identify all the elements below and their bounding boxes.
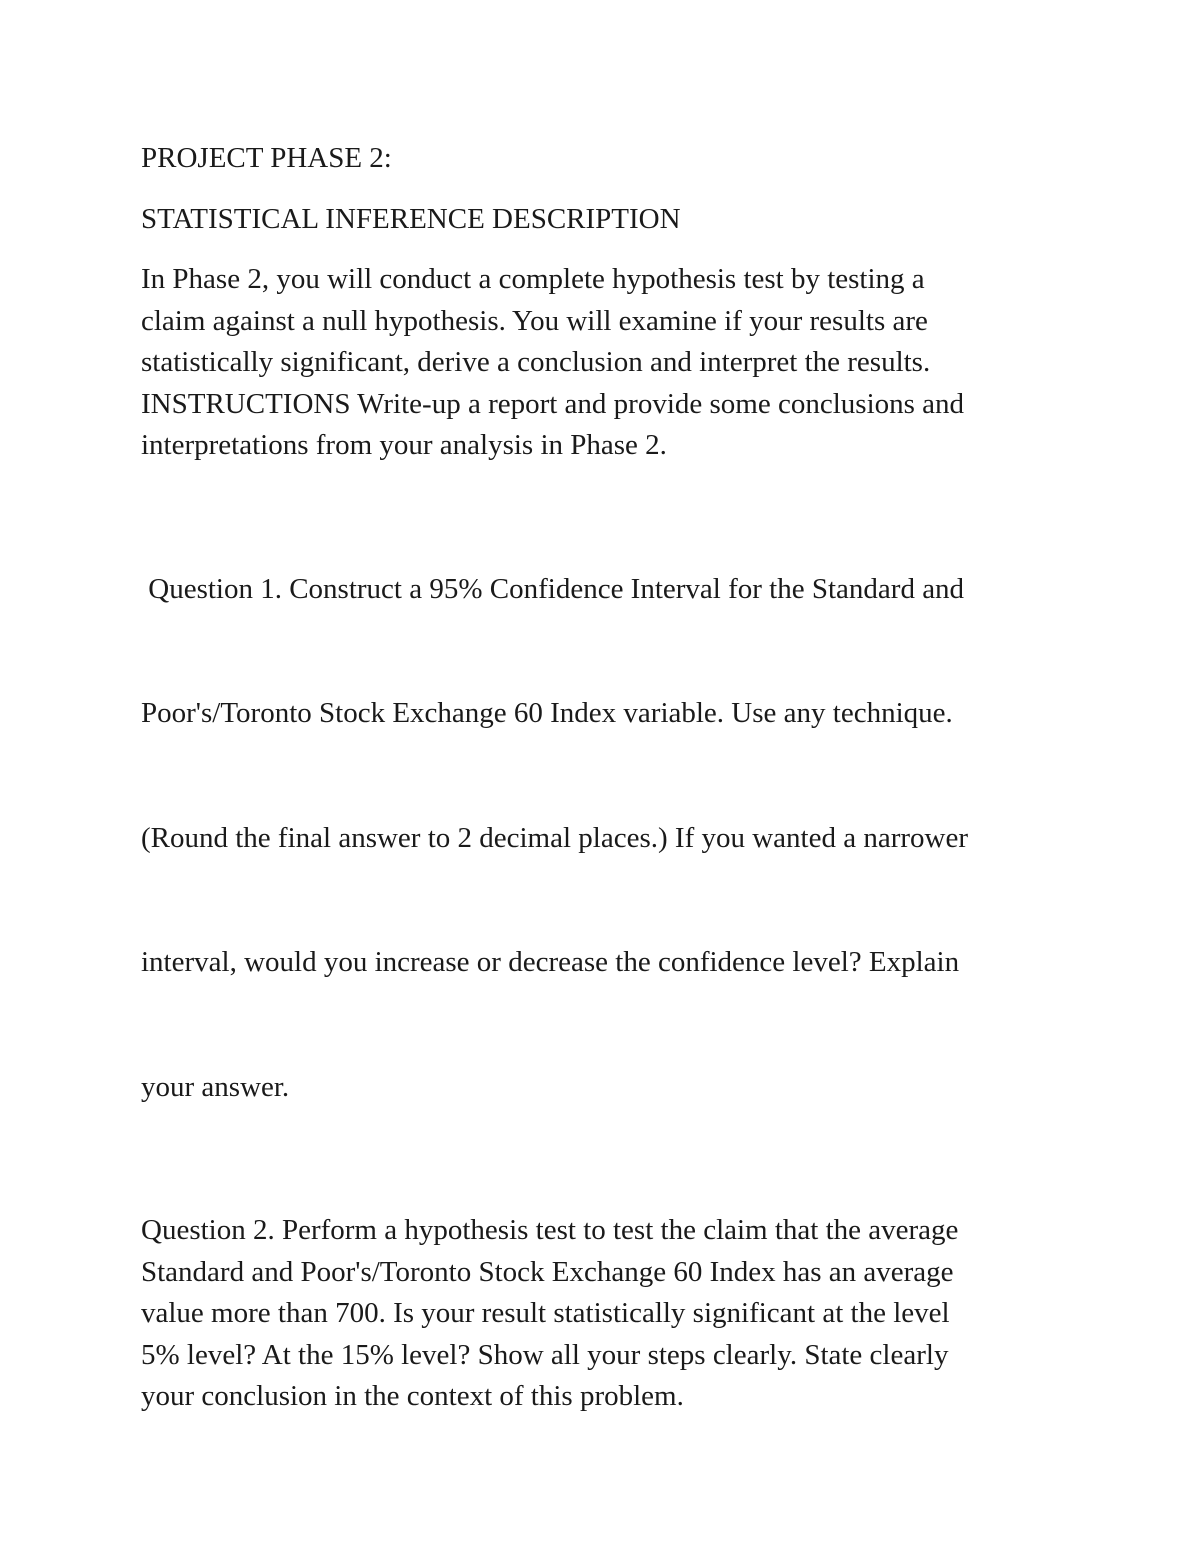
document-body [141,138,1061,1437]
question-2-line: value more than 700. Is your result statistically significant at the level [141,1297,950,1329]
document-subheading [141,199,1061,241]
question-1-line: (Round the final answer to 2 decimal places.) If you wanted a narrower [141,821,968,854]
question-1-line: interval, would you increase or decrease the confidence level? Explain [141,946,960,978]
intro-paragraph [141,259,1061,467]
question-1-line: Question 1. Construct a 95% Confidence Interval for the Standard and [141,572,965,605]
question-2-line: Standard and Poor's/Toronto Stock Exchange 60 Index has an average [141,1255,954,1288]
intro-line: interpretations from your analysis in Phase 2. [141,429,667,461]
question-2-line: Question 2. Perform a hypothesis test to test the claim that the average [141,1214,959,1246]
question-2-paragraph [141,1210,1061,1418]
question-1-line: your answer. [141,1070,290,1103]
heading-text: PROJECT PHASE 2: [141,142,392,174]
document-heading [141,138,1061,180]
intro-line: claim against a null hypothesis. You will examine if your results are [141,304,928,337]
question-1-paragraph [141,486,1061,1192]
question-2-line: your conclusion in the context of this problem. [141,1380,684,1412]
intro-line: In Phase 2, you will conduct a complete hypothesis test by testing a [141,263,925,295]
question-1-line: Poor's/Toronto Stock Exchange 60 Index variable. Use any technique. [141,697,953,729]
intro-line: INSTRUCTIONS Write-up a report and provide some conclusions and [141,387,965,420]
intro-line: statistically significant, derive a conclusion and interpret the results. [141,346,931,378]
question-2-line: 5% level? At the 15% level? Show all your steps clearly. State clearly [141,1338,949,1371]
subheading-text: STATISTICAL INFERENCE DESCRIPTION [141,202,681,235]
